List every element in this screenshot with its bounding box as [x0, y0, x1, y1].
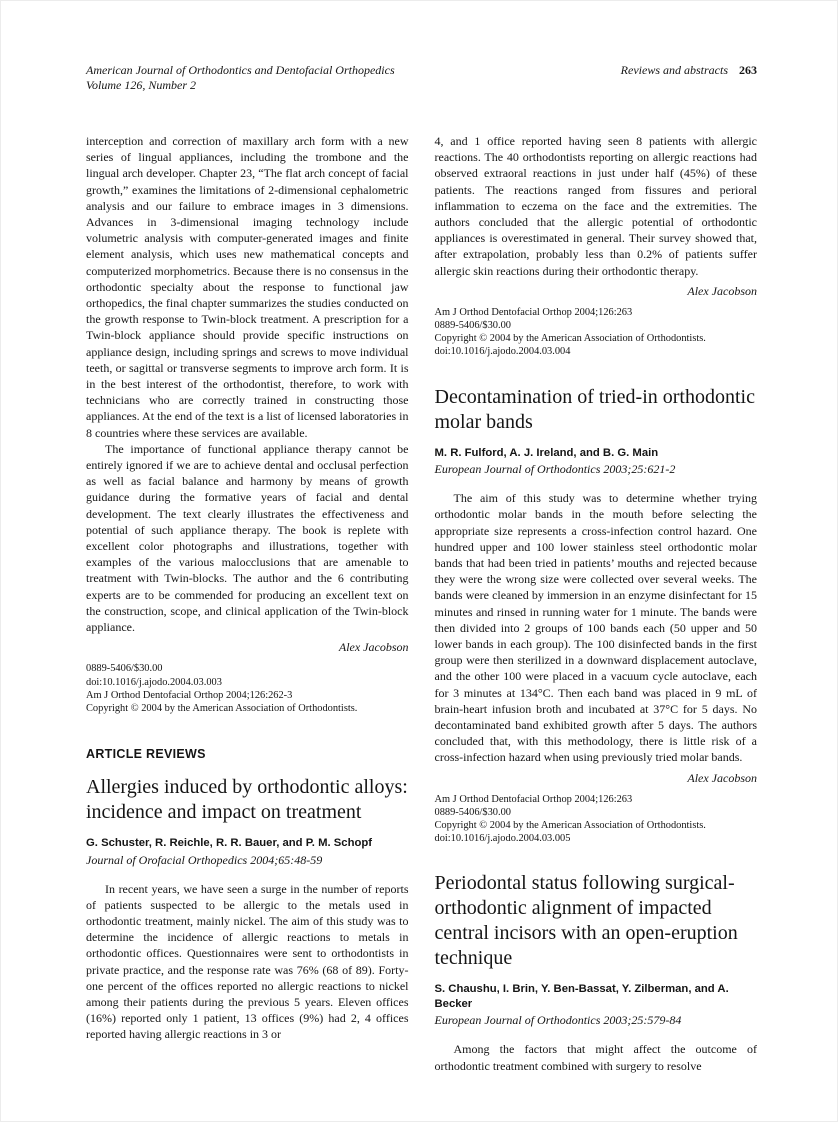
article-abstract-paragraph: In recent years, we have seen a surge in the number of reports of patients suspected to be allergic to the metals used in orthodontic treatment, mainly nickel. The aim of this study was to determine the incidence of allergic reactions to metals in orthodontic offices. Questionnaires were sent to orthodontists in private practice, and the response rate was 76% (68 of 89). Forty-one percent of the offices reported no allergic reactions to nickel among their patients during the previous 5 years. Eleven offices (16%) reported only 1 patient, 13 offices (9%) had 2, 4 offices reported having allergic reactions in 3 or — [86, 881, 409, 1042]
citation-line: Copyright © 2004 by the American Association of Orthodontists. — [434, 820, 706, 831]
review-closing-paragraph: The importance of functional appliance therapy cannot be entirely ignored if we are to achieve dental and occlusal perfection as well as facial balance and harmony by means of growth guidance during the formative years of facial and dental development. The text clearly illustrates the effectiveness and potential of such appliance therapy. The book is replete with excellent color photographs and illustrations, together with examples of the various malocclusions that are amenable to treatment with Twin-blocks. The author and the 6 contributing experts are to be commended for producing an excellent text on the construction, scope, and clinical application of the Twin-block appliance. — [86, 441, 409, 635]
article-authors: G. Schuster, R. Reichle, R. R. Bauer, and P. M. Schopf — [86, 837, 373, 850]
citation-line: 0889-5406/$30.00 — [86, 663, 163, 675]
left-column — [86, 133, 409, 1074]
article-authors: S. Chaushu, I. Brin, Y. Ben-Bassat, Y. Zilberman, and A. Becker — [434, 983, 729, 1010]
running-head — [86, 63, 757, 93]
journal-title: American Journal of Orthodontics and Dentofacial Orthopedics — [86, 63, 395, 77]
citation-line: 0889-5406/$30.00 — [434, 806, 511, 818]
review-continuation-paragraph: interception and correction of maxillary arch form with a new series of lingual appliances, including the trombone and the lingual arch developer. Chapter 23, “The flat arch concept of facial growth,” examines the limitations of 2-dimensional cephalometric analysis and our failure to embrace images in 3 dimensions. Advances in 3-dimensional imaging technology include volumetric analysis with computer-generated images and finite element analysis, which uses new mathematical concepts and computerized morphometrics. Because there is no consensus in the orthodontic specialty about the response to functional jaw orthopedics, the final chapter summarizes the studies conducted on the growth response to Twin-block treatment. A prescription for a Twin-block appliance should provide specific instructions on appliance design, including springs and screws to move individual teeth, or sagittal or transverse segments to improve arch form. It is in the best interest of the orthodontist, therefore, to work with technicians who are correctly trained in constructing those appliances. At the end of the text is a list of licensed laboratories in 8 countries where these services are available. — [86, 134, 409, 440]
citation-line: Copyright © 2004 by the American Association of Orthodontists. — [434, 333, 706, 345]
reviewer-signature: Alex Jacobson — [687, 283, 757, 298]
article-abstract-continuation: 4, and 1 office reported having seen 8 patients with allergic reactions. The 40 orthodontists reporting on allergic reactions had observed extraoral reactions in just under half (45%) of these patients. The reactions ranged from fissures and perioral inflammation to eczema on the face and the extremities. The authors concluded that the allergic potential of orthodontic appliances is overestimated in general. Their survey showed that, after extrapolation, probably less than 0.2% of patients suffer allergic skin reactions during their orthodontic therapy. — [434, 134, 757, 278]
citation-line: doi:10.1016/j.ajodo.2004.03.003 — [86, 676, 222, 688]
citation-block — [435, 306, 758, 359]
article-authors: M. R. Fulford, A. J. Ireland, and B. G. Main — [434, 446, 659, 459]
running-head-left — [86, 63, 395, 93]
running-head-right — [621, 63, 757, 78]
article-abstract-paragraph: The aim of this study was to determine whether trying orthodontic molar bands in the mouth before selecting the appropriate size represents a cross-infection control hazard. One hundred upper and 100 lower stainless steel orthodontic molar bands that had been tried in patients’ mouths and rejected because they were the wrong size were collected over several weeks. The bands were cleaned by immersion in an enzyme disinfectant for 15 minutes and rinsed in running water for 1 minute. The bands were then divided into 2 groups of 100 bands each (50 upper and 50 lower bands in each group). The 100 disinfected bands in the first group were then sterilized in a downward displacement autoclave, and the other 100 were placed in a vacuum cycle autoclave, each for 3 minutes at 134°C. Then each band was placed in 9 mL of brain-heart infusion broth and incubated at 37°C for 5 days. No decontaminated band exhibited growth after 5 days. The authors concluded that, with this methodology, there is little risk of a cross-infection hazard when using previously tried molar bands. — [434, 491, 757, 765]
article-journal-reference: Journal of Orofacial Orthopedics 2004;65:48-59 — [86, 852, 323, 867]
article-title: Allergies induced by orthodontic alloys: incidence and impact on treatment — [86, 776, 408, 824]
right-column — [435, 133, 758, 1074]
citation-line: doi:10.1016/j.ajodo.2004.03.004 — [434, 346, 571, 358]
section-heading: ARTICLE REVIEWS — [86, 747, 206, 762]
section-name: Reviews and abstracts — [620, 63, 728, 77]
two-column-layout — [86, 133, 757, 1074]
article-title: Decontamination of tried-in orthodontic molar bands — [434, 385, 755, 433]
reviewer-signature: Alex Jacobson — [338, 640, 409, 655]
citation-line: 0889-5406/$30.00 — [434, 320, 511, 332]
reviewer-signature: Alex Jacobson — [687, 770, 757, 785]
citation-line: doi:10.1016/j.ajodo.2004.03.005 — [434, 833, 571, 845]
citation-block — [435, 793, 758, 846]
citation-line: Am J Orthod Dentofacial Orthop 2004;126:262-3 — [86, 689, 293, 701]
volume-line: Volume 126, Number 2 — [86, 78, 196, 92]
article-journal-reference: European Journal of Orthodontics 2003;25:621-2 — [434, 462, 676, 477]
article-title: Periodontal status following surgical-orthodontic alignment of impacted central incisors with an open-eruption technique — [434, 872, 738, 970]
article-journal-reference: European Journal of Orthodontics 2003;25:579-84 — [434, 1013, 682, 1028]
citation-line: Am J Orthod Dentofacial Orthop 2004;126:263 — [434, 793, 633, 805]
page-number: 263 — [739, 63, 757, 77]
article-abstract-paragraph: Among the factors that might affect the outcome of orthodontic treatment combined with surgery to resolve — [434, 1042, 757, 1073]
citation-line: Am J Orthod Dentofacial Orthop 2004;126:263 — [434, 306, 633, 318]
citation-line: Copyright © 2004 by the American Association of Orthodontists. — [86, 702, 358, 714]
citation-block — [86, 662, 409, 715]
